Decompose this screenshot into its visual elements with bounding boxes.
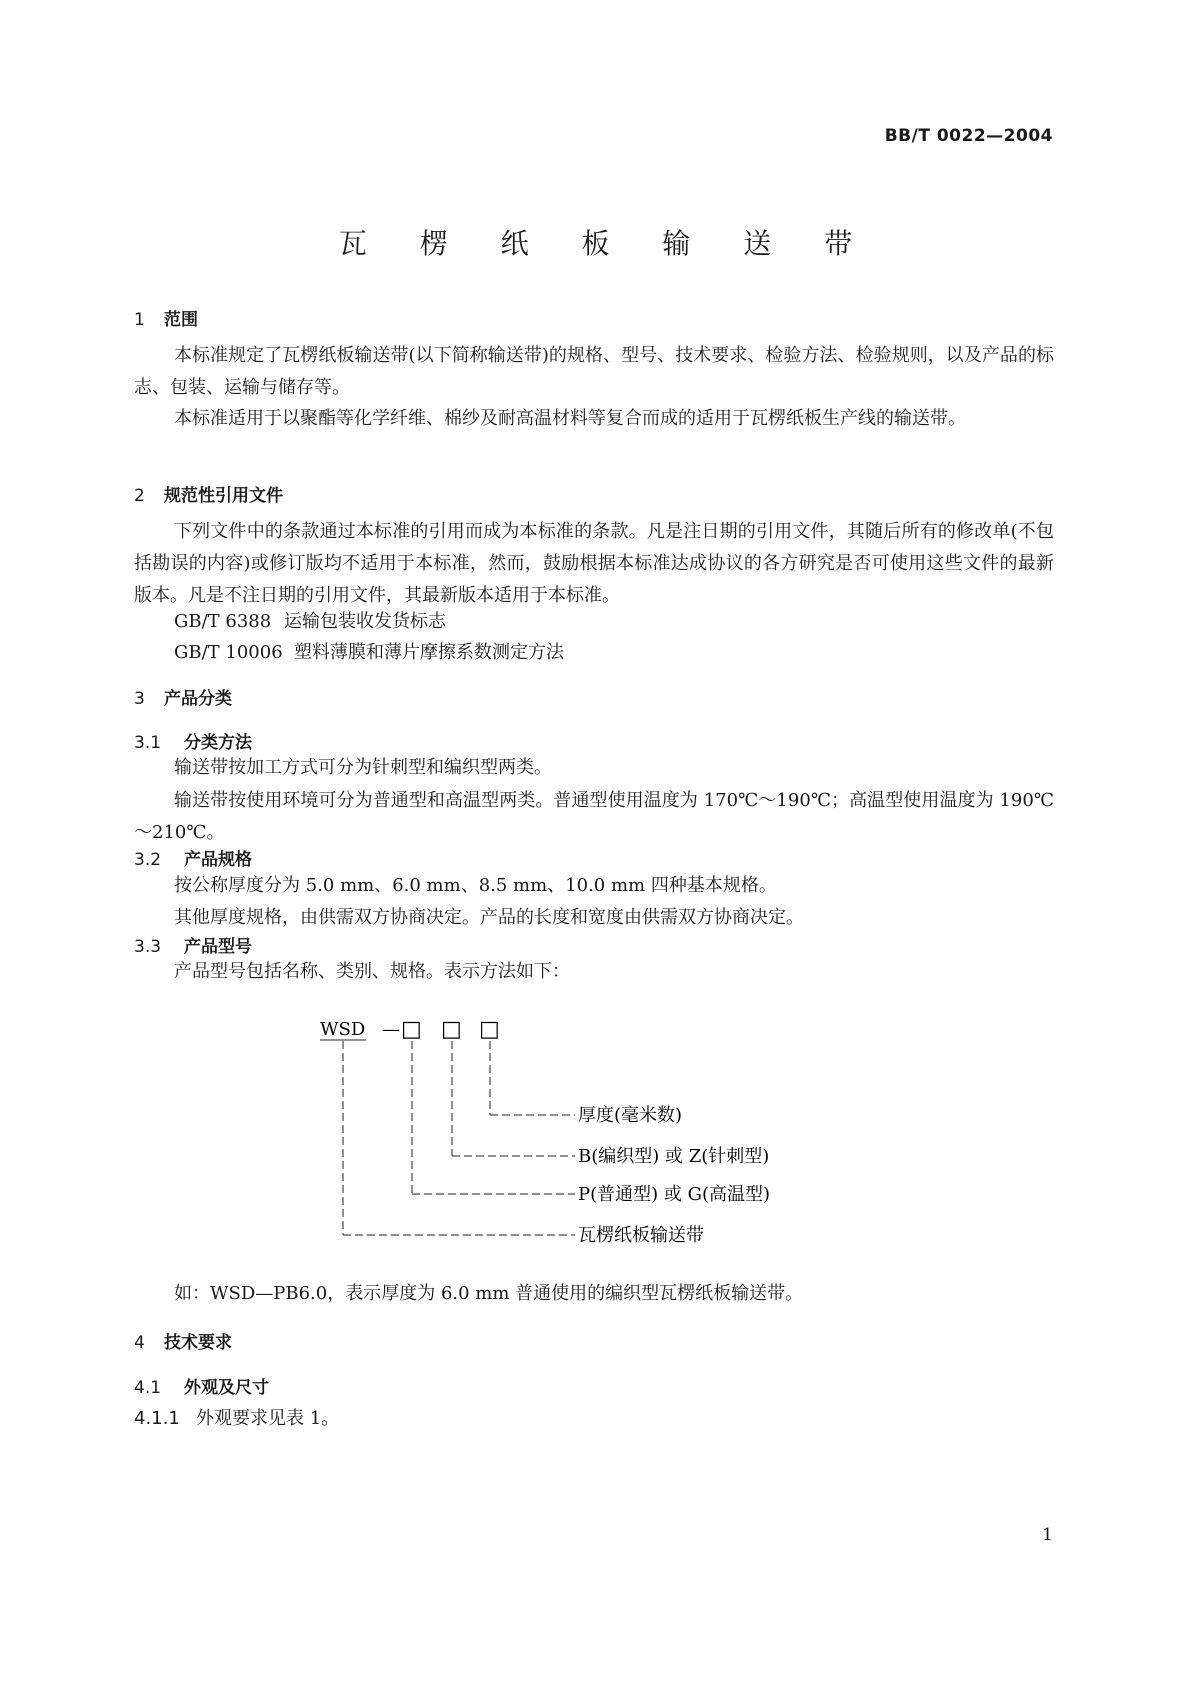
section-1-para-2: 本标准适用于以聚酯等化学纤维、棉纱及耐高温材料等复合而成的适用于瓦楞纸板生产线的输送带。 (174, 408, 966, 429)
label-thickness: 厚度(毫米数) (578, 1105, 683, 1126)
label-name: 瓦楞纸板输送带 (578, 1225, 704, 1246)
section-3-1-line-1: 输送带按加工方式可分为针刺型和编织型两类。 (174, 757, 552, 778)
section-number: 4.1 (134, 1378, 162, 1398)
section-4-1-1 (134, 1404, 339, 1430)
model-box-env: □ (401, 1017, 422, 1042)
section-number: 4 (134, 1333, 145, 1353)
section-3-3-line-1: 产品型号包括名称、类别、规格。表示方法如下： (174, 961, 570, 982)
label-environment: P(普通型) 或 G(高温型) (578, 1184, 771, 1205)
model-box-type: □ (441, 1017, 462, 1042)
model-box-thickness: □ (479, 1017, 500, 1042)
section-3-2-line-1: 按公称厚度分为 5.0 mm、6.0 mm、8.5 mm、10.0 mm 四种基本规格。 (174, 875, 777, 896)
section-number: 3.3 (134, 937, 162, 957)
section-4-1-heading (134, 1373, 269, 1398)
reference-code: GB/T 10006 (174, 642, 283, 663)
section-3-1-para-2: 输送带按使用环境可分为普通型和高温型两类。普通型使用温度为 170℃～190℃；高温型使用温度为 190℃～210℃。 (134, 790, 1054, 843)
section-title: 规范性引用文件 (164, 486, 283, 506)
section-2-para-1: 下列文件中的条款通过本标准的引用而成为本标准的条款。凡是注日期的引用文件，其随后所有的修改单(不包括勘误的内容)或修订版均不适用于本标准，然而，鼓励根据本标准达成协议的各方研究是否可使用这些文件的最新版本。凡是不注日期的引用文件，其最新版本适用于本标准。 (134, 521, 1054, 606)
section-number: 2 (134, 486, 145, 506)
section-text: 外观要求见表 1。 (196, 1408, 340, 1429)
section-title: 产品规格 (184, 850, 252, 870)
reference-title: 运输包装收发货标志 (284, 611, 446, 632)
standard-number: BB/T 0022—2004 (884, 126, 1053, 146)
section-title: 范围 (164, 310, 198, 330)
section-title: 外观及尺寸 (184, 1378, 269, 1398)
section-number: 4.1.1 (134, 1408, 180, 1429)
section-title: 产品型号 (184, 937, 252, 957)
document-title: 瓦 楞 纸 板 输 送 带 (338, 227, 875, 260)
model-example: 如：WSD—PB6.0，表示厚度为 6.0 mm 普通使用的编织型瓦楞纸板输送带。 (174, 1283, 804, 1304)
section-number: 3.1 (134, 733, 162, 753)
label-type: B(编织型) 或 Z(针刺型) (578, 1146, 770, 1167)
section-title: 分类方法 (184, 733, 252, 753)
section-title: 产品分类 (164, 689, 232, 709)
section-number: 3.2 (134, 850, 162, 870)
section-3-2-line-2: 其他厚度规格，由供需双方协商决定。产品的长度和宽度由供需双方协商决定。 (174, 907, 804, 928)
section-number: 1 (134, 310, 145, 330)
section-number: 3 (134, 689, 145, 709)
model-prefix: WSD (320, 1019, 366, 1040)
section-1-para-1: 本标准规定了瓦楞纸板输送带(以下简称输送带)的规格、型号、技术要求、检验方法、检验规则，以及产品的标志、包装、运输与储存等。 (134, 345, 1054, 398)
model-dash: — (382, 1019, 400, 1040)
page-number: 1 (1042, 1525, 1053, 1545)
reference-code: GB/T 6388 (174, 611, 272, 632)
reference-title: 塑料薄膜和薄片摩擦系数测定方法 (294, 642, 564, 663)
section-4-heading (134, 1328, 232, 1353)
section-title: 技术要求 (164, 1333, 232, 1353)
